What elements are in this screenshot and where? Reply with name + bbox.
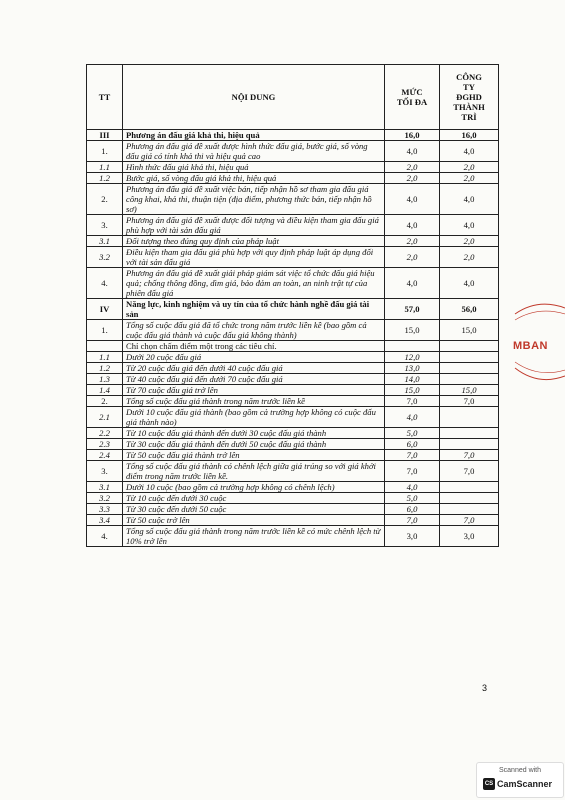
cell-company: 16,0 bbox=[440, 130, 499, 141]
cell-max: 15,0 bbox=[385, 320, 440, 341]
cell-tt: 3.2 bbox=[87, 493, 123, 504]
cell-company: 15,0 bbox=[440, 385, 499, 396]
cell-company: 7,0 bbox=[440, 396, 499, 407]
cell-max: 14,0 bbox=[385, 374, 440, 385]
header-max-line: TỐI ĐA bbox=[396, 97, 428, 107]
cell-tt: IV bbox=[87, 299, 123, 320]
cell-content: Đối tượng theo đúng quy định của pháp luật bbox=[123, 236, 385, 247]
cell-company: 2,0 bbox=[440, 247, 499, 268]
cell-content: Từ 70 cuộc đấu giá trở lên bbox=[123, 385, 385, 396]
cell-max: 2,0 bbox=[385, 162, 440, 173]
cell-company: 4,0 bbox=[440, 215, 499, 236]
table-row bbox=[87, 439, 499, 450]
stamp-text: MBAN bbox=[513, 340, 548, 352]
cell-tt: 3. bbox=[87, 215, 123, 236]
cell-content: Tổng số cuộc đấu giá thành có chênh lệch giữa giá trúng so với giá khởi điểm trong năm trước liền kề. bbox=[123, 461, 385, 482]
cell-tt bbox=[87, 341, 123, 352]
cell-content: Phương án đấu giá khả thi, hiệu quả bbox=[123, 130, 385, 141]
cell-company bbox=[440, 428, 499, 439]
cell-max: 7,0 bbox=[385, 396, 440, 407]
cell-tt: 4. bbox=[87, 268, 123, 299]
cell-max: 12,0 bbox=[385, 352, 440, 363]
cell-tt: 3.4 bbox=[87, 515, 123, 526]
cell-tt: 2.2 bbox=[87, 428, 123, 439]
header-max-line: MỨC bbox=[401, 87, 423, 97]
table-row bbox=[87, 184, 499, 215]
cell-max: 7,0 bbox=[385, 450, 440, 461]
cell-content: Từ 10 cuộc đấu giá thành đến dưới 30 cuộc đấu giá thành bbox=[123, 428, 385, 439]
table-row bbox=[87, 374, 499, 385]
cell-max bbox=[385, 341, 440, 352]
cell-tt: 3.1 bbox=[87, 236, 123, 247]
table-row bbox=[87, 450, 499, 461]
cell-max: 6,0 bbox=[385, 504, 440, 515]
cell-max: 13,0 bbox=[385, 363, 440, 374]
cell-company: 56,0 bbox=[440, 299, 499, 320]
cell-tt: 4. bbox=[87, 526, 123, 547]
cell-max: 6,0 bbox=[385, 439, 440, 450]
cell-max: 2,0 bbox=[385, 247, 440, 268]
cell-content: Chỉ chọn chấm điểm một trong các tiêu chí. bbox=[123, 341, 385, 352]
cell-tt: 3. bbox=[87, 461, 123, 482]
header-company-score bbox=[440, 65, 499, 130]
table-row bbox=[87, 396, 499, 407]
cell-content: Phương án đấu giá đề xuất việc bán, tiếp nhận hồ sơ tham gia đấu giá công khai, khả thi, thuận tiện (địa điểm, phương thức bán, tiếp nhận hồ sơ) bbox=[123, 184, 385, 215]
table-row bbox=[87, 299, 499, 320]
table-row bbox=[87, 482, 499, 493]
cell-max: 16,0 bbox=[385, 130, 440, 141]
cell-content: Từ 50 cuộc đấu giá thành trở lên bbox=[123, 450, 385, 461]
cell-max: 15,0 bbox=[385, 385, 440, 396]
cell-max: 5,0 bbox=[385, 428, 440, 439]
cell-company: 7,0 bbox=[440, 515, 499, 526]
cell-company: 15,0 bbox=[440, 320, 499, 341]
table-row bbox=[87, 407, 499, 428]
cell-content: Dưới 10 cuộc (bao gồm cả trường hợp không có chênh lệch) bbox=[123, 482, 385, 493]
cell-max: 2,0 bbox=[385, 236, 440, 247]
cell-content: Phương án đấu giá đề xuất được hình thức đấu giá, bước giá, số vòng đấu giá có tính khả thi và hiệu quả cao bbox=[123, 141, 385, 162]
table-row bbox=[87, 130, 499, 141]
cell-max: 4,0 bbox=[385, 184, 440, 215]
table-row bbox=[87, 215, 499, 236]
table-row bbox=[87, 526, 499, 547]
cell-company: 7,0 bbox=[440, 461, 499, 482]
cell-tt: 1.1 bbox=[87, 162, 123, 173]
table-row bbox=[87, 247, 499, 268]
cell-tt: 1. bbox=[87, 141, 123, 162]
cell-content: Từ 30 cuộc đấu giá thành đến dưới 50 cuộc đấu giá thành bbox=[123, 439, 385, 450]
cell-max: 4,0 bbox=[385, 215, 440, 236]
cell-company bbox=[440, 439, 499, 450]
cell-company bbox=[440, 407, 499, 428]
cell-max: 4,0 bbox=[385, 268, 440, 299]
header-tt: TT bbox=[87, 65, 123, 130]
cell-company bbox=[440, 504, 499, 515]
header-company-line: CÔNG bbox=[456, 72, 482, 82]
cell-max: 7,0 bbox=[385, 515, 440, 526]
table-row bbox=[87, 320, 499, 341]
header-company-line: TY bbox=[463, 82, 475, 92]
table-header-row bbox=[87, 65, 499, 130]
table-body bbox=[87, 130, 499, 547]
cell-max: 7,0 bbox=[385, 461, 440, 482]
table-row bbox=[87, 352, 499, 363]
scanner-line2: CamScanner bbox=[497, 779, 553, 789]
header-company-line: TRÌ bbox=[461, 112, 477, 122]
table-row bbox=[87, 385, 499, 396]
cell-tt: III bbox=[87, 130, 123, 141]
scoring-table bbox=[86, 64, 499, 547]
cell-max: 4,0 bbox=[385, 407, 440, 428]
header-content: NỘI DUNG bbox=[123, 65, 385, 130]
cell-company bbox=[440, 352, 499, 363]
table-row bbox=[87, 173, 499, 184]
cell-tt: 2.1 bbox=[87, 407, 123, 428]
cell-content: Dưới 20 cuộc đấu giá bbox=[123, 352, 385, 363]
table-row bbox=[87, 515, 499, 526]
cell-content: Năng lực, kinh nghiệm và uy tín của tổ chức hành nghề đấu giá tài sản bbox=[123, 299, 385, 320]
cell-company bbox=[440, 363, 499, 374]
cell-content: Phương án đấu giá đề xuất giải pháp giám sát việc tổ chức đấu giá hiệu quả; chống thông đồng, dìm giá, bảo đảm an toàn, an ninh trật tự của phiên đấu giá bbox=[123, 268, 385, 299]
cell-tt: 2. bbox=[87, 184, 123, 215]
cell-max: 3,0 bbox=[385, 526, 440, 547]
cell-tt: 2.4 bbox=[87, 450, 123, 461]
cell-tt: 1.2 bbox=[87, 363, 123, 374]
cell-tt: 3.2 bbox=[87, 247, 123, 268]
table-row bbox=[87, 341, 499, 352]
cell-company: 3,0 bbox=[440, 526, 499, 547]
cell-content: Phương án đấu giá đề xuất được đối tượng và điều kiện tham gia đấu giá phù hợp với tài sản đấu giá bbox=[123, 215, 385, 236]
cell-tt: 1.1 bbox=[87, 352, 123, 363]
table-row bbox=[87, 493, 499, 504]
cell-content: Tổng số cuộc đấu giá đã tổ chức trong năm trước liền kề (bao gồm cả cuộc đấu giá thành và cuộc đấu giá không thành) bbox=[123, 320, 385, 341]
cell-content: Từ 10 cuộc đến dưới 30 cuộc bbox=[123, 493, 385, 504]
cell-tt: 1.3 bbox=[87, 374, 123, 385]
cell-tt: 1.2 bbox=[87, 173, 123, 184]
cell-company bbox=[440, 374, 499, 385]
cell-content: Từ 20 cuộc đấu giá đến dưới 40 cuộc đấu giá bbox=[123, 363, 385, 374]
cell-content: Điều kiện tham gia đấu giá phù hợp với quy định pháp luật áp dụng đối với tài sản đấu giá bbox=[123, 247, 385, 268]
header-company-line: ĐGHD bbox=[456, 92, 482, 102]
header-max-score bbox=[385, 65, 440, 130]
cell-tt: 3.1 bbox=[87, 482, 123, 493]
cell-tt: 3.3 bbox=[87, 504, 123, 515]
camscanner-icon: CS bbox=[483, 778, 495, 790]
cell-company: 7,0 bbox=[440, 450, 499, 461]
cell-content: Tổng số cuộc đấu giá thành trong năm trước liền kề bbox=[123, 396, 385, 407]
cell-company bbox=[440, 341, 499, 352]
page-number: 3 bbox=[482, 683, 488, 693]
cell-content: Dưới 10 cuộc đấu giá thành (bao gồm cả trường hợp không có cuộc đấu giá thành nào) bbox=[123, 407, 385, 428]
cell-tt: 1. bbox=[87, 320, 123, 341]
cell-content: Tổng số cuộc đấu giá thành trong năm trước liền kề có mức chênh lệch từ 10% trở lên bbox=[123, 526, 385, 547]
cell-content: Từ 50 cuộc trở lên bbox=[123, 515, 385, 526]
cell-content: Từ 30 cuộc đến dưới 50 cuộc bbox=[123, 504, 385, 515]
cell-content: Bước giá, số vòng đấu giá khả thi, hiệu quả bbox=[123, 173, 385, 184]
cell-company: 2,0 bbox=[440, 162, 499, 173]
cell-tt: 2. bbox=[87, 396, 123, 407]
cell-company: 2,0 bbox=[440, 236, 499, 247]
table-row bbox=[87, 363, 499, 374]
cell-max: 2,0 bbox=[385, 173, 440, 184]
table-row bbox=[87, 141, 499, 162]
cell-content: Hình thức đấu giá khả thi, hiệu quả bbox=[123, 162, 385, 173]
table-row bbox=[87, 236, 499, 247]
table-row bbox=[87, 162, 499, 173]
cell-company bbox=[440, 482, 499, 493]
cell-tt: 2.3 bbox=[87, 439, 123, 450]
table-row bbox=[87, 428, 499, 439]
cell-company bbox=[440, 493, 499, 504]
cell-content: Từ 40 cuộc đấu giá đến dưới 70 cuộc đấu giá bbox=[123, 374, 385, 385]
header-company-line: THÀNH bbox=[453, 102, 485, 112]
scanner-line1: Scanned with bbox=[498, 767, 542, 774]
cell-company: 4,0 bbox=[440, 268, 499, 299]
cell-max: 4,0 bbox=[385, 482, 440, 493]
cell-company: 4,0 bbox=[440, 184, 499, 215]
cell-company: 2,0 bbox=[440, 173, 499, 184]
table-row bbox=[87, 461, 499, 482]
cell-tt: 1.4 bbox=[87, 385, 123, 396]
cell-max: 4,0 bbox=[385, 141, 440, 162]
cell-max: 5,0 bbox=[385, 493, 440, 504]
cell-max: 57,0 bbox=[385, 299, 440, 320]
table-row bbox=[87, 268, 499, 299]
camscanner-watermark bbox=[476, 762, 564, 798]
table-row bbox=[87, 504, 499, 515]
cell-company: 4,0 bbox=[440, 141, 499, 162]
